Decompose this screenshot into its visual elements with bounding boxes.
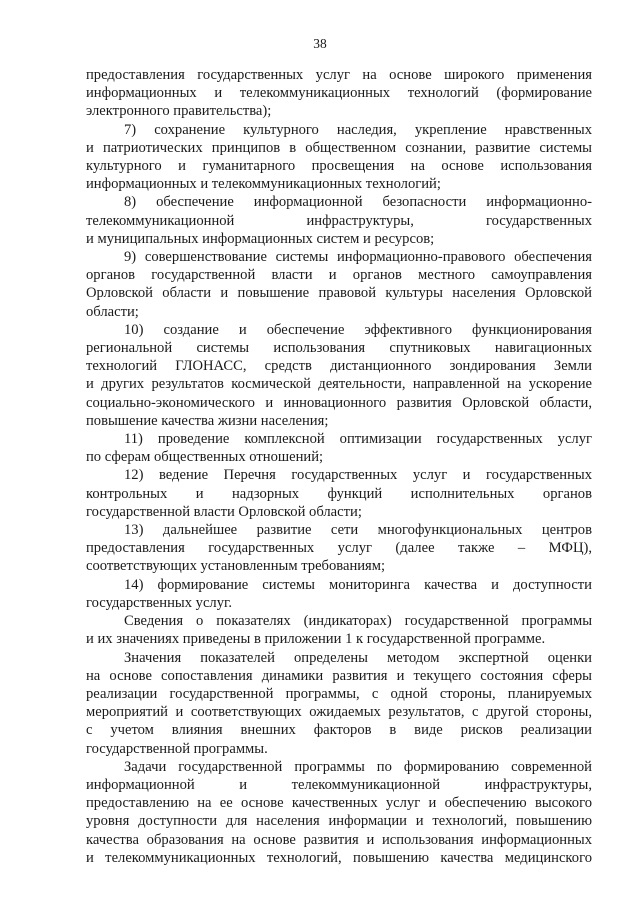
text-line: 9) совершенствование системы информационно-правового обеспечения	[124, 249, 592, 266]
text-line: контрольных и надзорных функций исполнительных органов	[86, 485, 592, 502]
text-line: культурного и гуманитарного просвещения на основе использования	[86, 158, 592, 175]
text-line: органов государственной власти и органов местного самоуправления	[86, 267, 592, 284]
text-line: реализации государственной программы, с одной стороны, планируемых	[86, 685, 592, 702]
text-line: 13) дальнейшее развитие сети многофункциональных центров	[124, 522, 592, 539]
text-line: и муниципальных информационных систем и ресурсов;	[86, 230, 435, 247]
text-line: информационной и телекоммуникационной инфраструктуры,	[86, 776, 592, 793]
text-line: повышение качества жизни населения;	[86, 412, 329, 429]
text-line: соответствующих установленным требованиям;	[86, 558, 386, 575]
text-line: и телекоммуникационных технологий, повышению качества медицинского	[86, 849, 592, 866]
text-line: 7) сохранение культурного наследия, укрепление нравственных	[124, 121, 592, 138]
text-line: предоставлению на ее основе качественных услуг и обеспечению высокого	[86, 795, 592, 812]
text-line: государственных услуг.	[86, 594, 232, 611]
page-number: 38	[313, 36, 327, 51]
text-line: 11) проведение комплексной оптимизации государственных услуг	[124, 431, 592, 448]
text-line: технологий ГЛОНАСС, средств дистанционного зондирования Земли	[86, 358, 592, 375]
text-line: Орловской области и повышение правовой культуры населения Орловской	[86, 285, 592, 302]
text-line: 14) формирование системы мониторинга качества и доступности	[124, 576, 592, 593]
text-line: качества образования на основе развития и использования информационных	[86, 831, 592, 848]
text-line: предоставления государственных услуг на основе широкого применения	[86, 67, 592, 83]
text-line: с учетом влияния внешних факторов в виде рисков реализации	[86, 722, 592, 739]
text-line: государственной программы.	[86, 740, 268, 757]
text-line: и патриотических принципов в общественном сознании, развитие системы	[86, 139, 592, 156]
text-line: по сферам общественных отношений;	[86, 449, 324, 466]
document-body-text	[86, 66, 592, 867]
text-line: Сведения о показателях (индикаторах) государственной программы	[124, 613, 592, 630]
text-line: Задачи государственной программы по формированию современной	[124, 758, 592, 775]
text-line: уровня доступности для населения информации и технологий, повышению	[86, 813, 592, 830]
text-line: и их значениях приведены в приложении 1 к государственной программе.	[86, 631, 546, 648]
text-line: социально-экономического и инновационного развития Орловской области,	[86, 394, 592, 411]
text-line: Значения показателей определены методом экспертной оценки	[124, 649, 592, 666]
text-line: телекоммуникационной инфраструктуры, государственных	[86, 212, 592, 229]
text-line: 12) ведение Перечня государственных услуг и государственных	[124, 467, 592, 484]
text-line: и других результатов космической деятельности, направленной на ускорение	[86, 376, 592, 393]
text-line: предоставления государственных услуг (далее также – МФЦ),	[86, 540, 592, 557]
text-line: информационных и телекоммуникационных технологий;	[86, 176, 441, 193]
text-line: информационных и телекоммуникационных технологий (формирование	[86, 85, 592, 102]
text-line: 10) создание и обеспечение эффективного функционирования	[124, 321, 592, 338]
text-line: региональной системы использования спутниковых навигационных	[86, 340, 592, 357]
text-line: мероприятий и соответствующих ожидаемых результатов, с другой стороны,	[86, 704, 592, 721]
text-line: на основе сопоставления динамики развития и текущего состояния сферы	[86, 667, 592, 684]
text-line: 8) обеспечение информационной безопасности информационно-	[124, 194, 592, 211]
text-line: государственной власти Орловской области;	[86, 503, 362, 520]
text-line: области;	[86, 303, 139, 320]
text-line: электронного правительства);	[86, 103, 272, 120]
